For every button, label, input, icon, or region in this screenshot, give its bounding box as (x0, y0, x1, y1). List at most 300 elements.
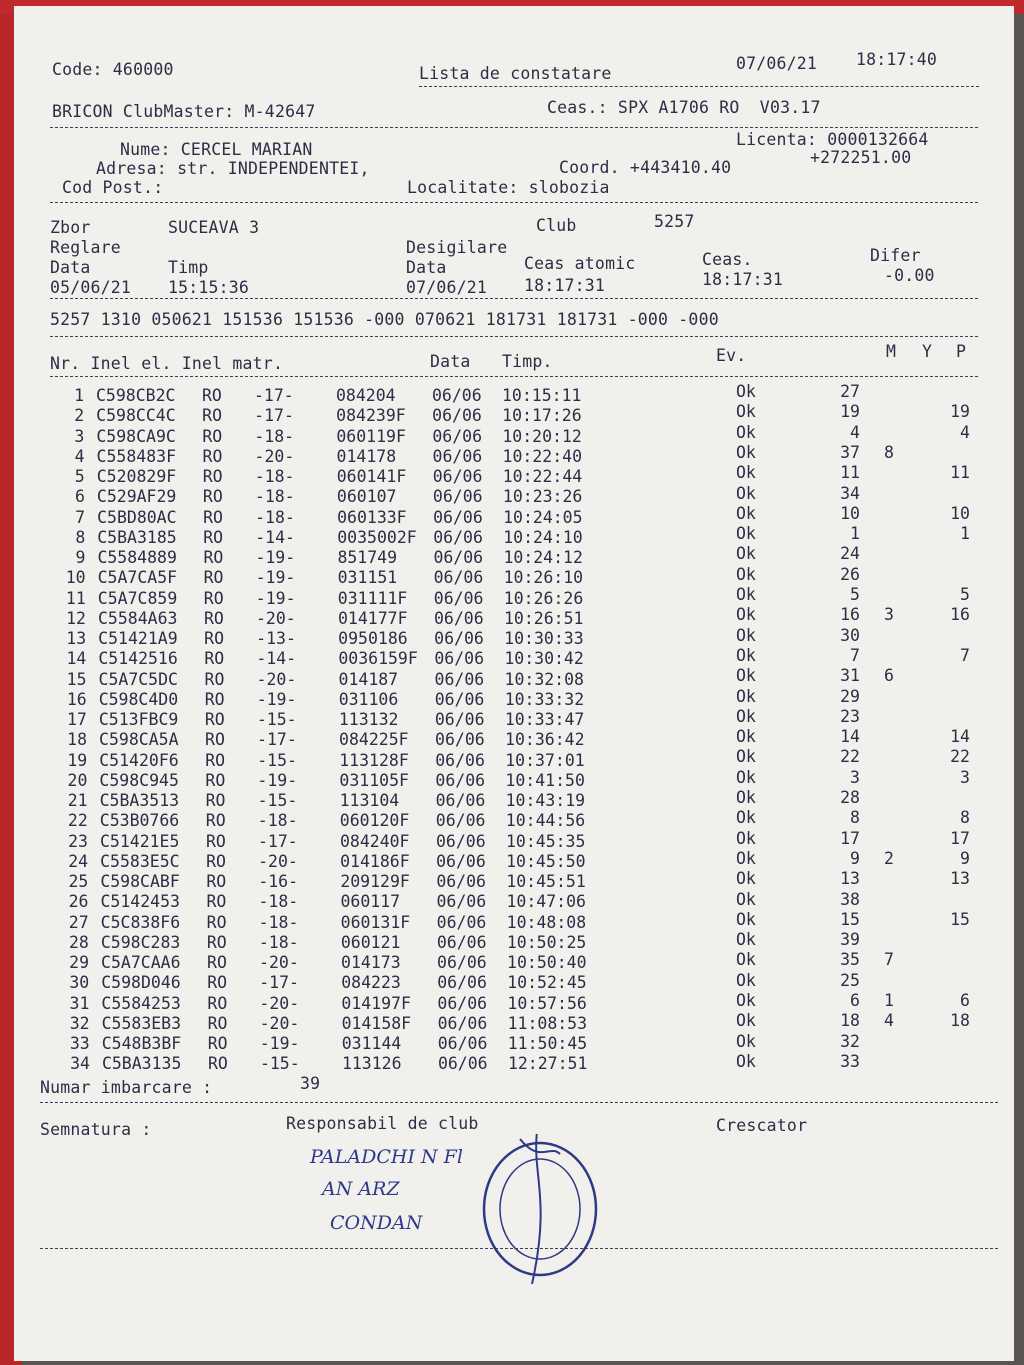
ring-id: C598CABF (100, 872, 180, 891)
year: -14- (255, 527, 295, 547)
divider (50, 202, 978, 203)
list-title: Lista de constatare (419, 64, 612, 83)
country: RO (206, 892, 227, 912)
m-value: 3 (883, 605, 894, 625)
year: -18- (258, 932, 299, 952)
licence-text: Licenta: 0000132664 (736, 130, 929, 149)
year: -18- (254, 467, 295, 486)
p-value: 19 (950, 402, 970, 422)
rank: 26 (840, 564, 860, 584)
event-status: Ok (735, 706, 756, 726)
row-number: 17 (67, 710, 87, 729)
p-value: 3 (960, 767, 970, 787)
association-stamp (480, 1134, 600, 1284)
ring-number: 060120F (339, 811, 410, 831)
ring-id: C598CB2C (96, 386, 176, 405)
report-date: 07/06/21 (736, 54, 818, 73)
arrival-time: 10:45:50 (506, 851, 586, 871)
table-header-ring: Nr. Inel el. Inel matr. (50, 354, 284, 373)
rank: 33 (840, 1051, 860, 1071)
table-header-y: Y (922, 342, 933, 361)
locality-text: Localitate: slobozia (407, 178, 610, 197)
p-value: 11 (950, 463, 970, 483)
row-number: 29 (69, 953, 90, 972)
arrival-date: 06/06 (434, 689, 485, 709)
p-value: 4 (960, 422, 970, 442)
row-number: 22 (67, 811, 88, 831)
arrival-date: 06/06 (433, 608, 484, 628)
year: -19- (255, 588, 296, 608)
m-value: 7 (883, 950, 894, 970)
arrival-time: 10:15:11 (502, 386, 582, 405)
row-number: 28 (68, 932, 89, 952)
year: -19- (255, 568, 296, 588)
reglare-time-label: Timp (168, 258, 209, 277)
ring-number: 014178 (336, 446, 397, 466)
clubmaster-text: BRICON ClubMaster: M-42647 (52, 102, 316, 121)
ring-number: 014187 (338, 669, 399, 689)
row-number: 13 (66, 629, 87, 648)
p-value: 8 (960, 808, 970, 828)
year: -19- (259, 1034, 300, 1053)
ring-number: 060121 (340, 932, 401, 952)
arrival-date: 06/06 (436, 872, 486, 891)
rank: 39 (840, 930, 860, 950)
coord-text: Coord. +443410.40 (559, 158, 732, 177)
m-value: 2 (883, 848, 894, 868)
event-status: Ok (735, 930, 756, 950)
arrival-time: 10:26:10 (503, 568, 584, 588)
arrival-time: 10:45:35 (505, 831, 586, 851)
p-value: 22 (950, 747, 970, 767)
event-status: Ok (735, 645, 756, 665)
rank: 24 (840, 544, 860, 564)
ring-id: C513FBC9 (98, 710, 179, 729)
row-number: 10 (65, 568, 86, 588)
reglare-date-label: Data (50, 258, 91, 277)
event-status: Ok (735, 442, 756, 462)
desigilare-clock-time: 18:17:31 (702, 270, 784, 289)
arrival-date: 06/06 (432, 467, 483, 486)
ring-number: 084239F (336, 406, 406, 426)
country: RO (202, 487, 223, 507)
year: -20- (258, 851, 298, 871)
table-row (19, 950, 1009, 973)
divider (419, 86, 979, 87)
ring-number: 113128F (339, 750, 409, 770)
ring-number: 113132 (338, 710, 399, 729)
event-status: Ok (735, 991, 756, 1010)
ring-id: C5A7C5DC (98, 669, 178, 689)
row-number: 5 (74, 467, 85, 486)
arrival-time: 10:33:47 (504, 710, 585, 729)
arrival-date: 06/06 (435, 770, 486, 790)
ring-id: C598CC4C (96, 406, 176, 426)
country: RO (205, 770, 226, 790)
arrival-date: 06/06 (434, 710, 485, 729)
ring-id: C51421A9 (98, 629, 178, 648)
flight-name: SUCEAVA 3 (168, 218, 260, 237)
row-number: 32 (69, 1013, 90, 1033)
table-row (20, 1031, 1010, 1054)
country: RO (204, 629, 225, 648)
row-number: 14 (66, 649, 87, 669)
rank: 32 (840, 1031, 860, 1051)
year: -15- (257, 791, 298, 810)
arrival-date: 06/06 (434, 649, 484, 669)
row-number: 23 (68, 831, 88, 851)
arrival-date: 06/06 (436, 912, 487, 932)
arrival-time: 10:47:06 (506, 892, 586, 912)
row-number: 33 (69, 1034, 90, 1053)
year: -18- (254, 426, 295, 446)
p-value: 6 (960, 991, 970, 1010)
row-number: 21 (67, 791, 88, 810)
ring-id: C598C283 (100, 932, 181, 952)
table-header-event: Ev. (716, 346, 747, 365)
table-row (20, 1051, 1010, 1074)
event-status: Ok (735, 767, 756, 787)
ring-id: C598CA9C (96, 426, 176, 446)
event-status: Ok (735, 909, 756, 929)
table-row (19, 889, 1009, 912)
year: -20- (254, 446, 295, 466)
arrival-time: 12:27:51 (507, 1054, 588, 1074)
rank: 13 (840, 869, 860, 889)
breeder-label: Crescator (716, 1116, 808, 1135)
divider (50, 298, 978, 299)
ring-id: C5A7CAA6 (101, 953, 181, 972)
signature-label: Semnatura : (40, 1120, 152, 1139)
handwritten-name-2: AN ARZ (322, 1178, 400, 1200)
ring-id: C5BA3513 (99, 791, 180, 810)
event-status: Ok (735, 727, 756, 747)
rank: 6 (850, 991, 860, 1010)
event-status: Ok (735, 544, 756, 564)
row-number: 18 (67, 730, 88, 750)
difer-label: Difer (870, 246, 921, 265)
ring-id: C529AF29 (96, 487, 177, 507)
ring-id: C5A7C859 (97, 588, 178, 608)
arrival-time: 10:50:25 (506, 932, 587, 952)
row-number: 2 (74, 406, 85, 426)
event-status: Ok (735, 1011, 756, 1031)
arrival-date: 06/06 (432, 446, 483, 466)
arrival-time: 10:45:51 (506, 872, 586, 891)
reglare-date: 05/06/21 (50, 278, 132, 297)
rank: 37 (840, 442, 860, 462)
divider (50, 336, 978, 337)
event-status: Ok (735, 524, 756, 544)
year: -20- (256, 669, 297, 689)
country: RO (203, 568, 224, 588)
country: RO (204, 649, 225, 669)
ring-number: 014158F (341, 1013, 412, 1033)
rank: 25 (840, 970, 860, 990)
ring-number: 851749 (337, 548, 398, 567)
ring-id: C5142516 (98, 649, 178, 669)
event-status: Ok (735, 503, 756, 523)
row-number: 4 (74, 446, 85, 466)
event-status: Ok (735, 808, 756, 828)
country: RO (207, 993, 228, 1013)
arrival-date: 06/06 (437, 973, 487, 993)
ring-id: C598C945 (99, 770, 179, 790)
ring-id: C5C838F6 (100, 912, 181, 932)
ring-number: 014173 (341, 953, 401, 972)
p-value: 9 (960, 848, 970, 868)
country: RO (202, 446, 223, 466)
country: RO (205, 831, 226, 851)
ring-id: C51420F6 (99, 750, 179, 770)
ring-id: C598D046 (101, 973, 181, 993)
ring-number: 113104 (339, 791, 400, 810)
rank: 14 (840, 727, 860, 747)
ring-id: C5BA3185 (97, 527, 177, 547)
country: RO (203, 548, 224, 567)
event-status: Ok (735, 483, 756, 503)
ring-id: C53B0766 (99, 811, 180, 831)
ring-id: C5142453 (100, 892, 180, 912)
ring-number: 014197F (341, 993, 411, 1013)
year: -18- (257, 811, 298, 831)
year: -17- (259, 973, 299, 993)
event-status: Ok (735, 950, 756, 970)
event-status: Ok (735, 463, 756, 483)
year: -15- (257, 750, 297, 770)
arrival-date: 06/06 (432, 426, 483, 446)
arrival-date: 06/06 (435, 730, 485, 750)
event-status: Ok (735, 605, 756, 625)
divider (50, 376, 978, 377)
rank: 22 (840, 747, 860, 767)
country: RO (207, 973, 228, 993)
report-sheet (14, 6, 1014, 1361)
club-label: Club (536, 216, 577, 235)
year: -20- (255, 608, 296, 628)
event-status: Ok (736, 382, 756, 401)
year: -15- (259, 1054, 300, 1074)
p-value: 17 (950, 828, 970, 848)
year: -16- (258, 872, 299, 891)
rank: 30 (840, 625, 860, 645)
year: -18- (258, 912, 299, 932)
arrival-date: 06/06 (435, 811, 486, 831)
arrival-time: 10:50:40 (507, 953, 587, 972)
row-number: 15 (66, 669, 87, 689)
arrival-time: 11:50:45 (507, 1034, 588, 1053)
rank: 9 (850, 848, 860, 868)
row-number: 16 (66, 689, 87, 709)
country: RO (205, 791, 226, 810)
arrival-date: 06/06 (436, 892, 487, 912)
ring-id: C5584889 (97, 548, 177, 567)
arrival-time: 10:30:42 (504, 649, 584, 669)
event-status: Ok (735, 1031, 756, 1051)
country: RO (203, 527, 224, 547)
rank: 4 (850, 422, 860, 442)
event-status: Ok (735, 625, 756, 645)
p-value: 15 (950, 909, 970, 929)
code-line: 5257 1310 050621 151536 151536 -000 070621 181731 181731 -000 -000 (50, 310, 719, 329)
rank: 7 (850, 645, 860, 665)
year: -14- (256, 649, 297, 669)
year: -19- (257, 770, 298, 790)
rank: 35 (840, 950, 860, 970)
m-value: 4 (883, 1011, 894, 1031)
ring-number: 031144 (341, 1034, 402, 1053)
ring-id: C5BA3135 (101, 1054, 182, 1074)
postal-code-label: Cod Post.: (62, 178, 164, 197)
desigilare-label: Desigilare (406, 238, 508, 257)
year: -17- (254, 386, 294, 405)
year: -18- (255, 507, 295, 527)
country: RO (203, 608, 224, 628)
arrival-time: 10:24:05 (503, 507, 583, 527)
arrival-date: 06/06 (437, 1054, 488, 1074)
event-status: Ok (736, 889, 756, 909)
ring-number: 014186F (340, 851, 410, 871)
arrival-date: 06/06 (434, 669, 485, 689)
country: RO (205, 730, 225, 750)
rank: 29 (840, 686, 860, 706)
year: -17- (254, 406, 294, 426)
atomic-clock-label: Ceas atomic (524, 254, 636, 273)
arrival-date: 06/06 (432, 386, 482, 405)
rank: 28 (840, 788, 860, 807)
row-number: 31 (69, 993, 90, 1013)
table-row (19, 909, 1009, 933)
year: -17- (257, 831, 298, 851)
arrival-date: 06/06 (433, 548, 484, 567)
p-value: 5 (960, 585, 970, 604)
rank: 17 (840, 828, 860, 848)
difer-value: -0.00 (884, 266, 935, 285)
arrival-date: 06/06 (437, 993, 488, 1013)
arrival-date: 06/06 (435, 831, 486, 851)
row-number: 20 (67, 770, 88, 790)
year: -18- (254, 487, 295, 507)
desigilare-date: 07/06/21 (406, 278, 488, 297)
ring-number: 014177F (337, 608, 408, 628)
country: RO (207, 1013, 228, 1033)
ring-id: C598CA5A (99, 730, 179, 750)
ring-number: 0036159F (338, 649, 418, 669)
ring-id: C520829F (96, 467, 177, 486)
event-status: Ok (735, 402, 756, 422)
ring-number: 060117 (340, 892, 401, 912)
arrival-time: 10:43:19 (505, 791, 586, 810)
arrival-time: 10:36:42 (505, 730, 585, 750)
reglare-time: 15:15:36 (168, 278, 250, 297)
event-status: Ok (735, 747, 756, 767)
ring-number: 060141F (336, 467, 407, 486)
arrival-date: 06/06 (435, 791, 486, 810)
arrival-date: 06/06 (433, 588, 484, 608)
ring-number: 031151 (337, 568, 398, 588)
row-number: 9 (75, 548, 86, 567)
table-row (20, 1011, 1010, 1034)
desigilare-date-label: Data (406, 258, 447, 277)
arrival-time: 10:57:56 (507, 993, 587, 1013)
p-value: 18 (950, 1011, 970, 1031)
country: RO (207, 1054, 228, 1074)
arrival-date: 06/06 (435, 750, 485, 770)
ring-id: C5BD80AC (97, 507, 177, 527)
arrival-time: 10:30:33 (504, 629, 584, 648)
arrival-time: 10:37:01 (505, 750, 585, 770)
country: RO (204, 669, 225, 689)
arrival-date: 06/06 (433, 507, 483, 527)
arrival-time: 10:24:12 (503, 548, 583, 567)
table-header-time: Timp. (502, 352, 553, 371)
arrival-time: 10:52:45 (507, 973, 587, 993)
clock-label: Ceas. (702, 250, 753, 269)
ring-id: C5583EB3 (101, 1013, 182, 1033)
country: RO (206, 932, 227, 952)
row-number: 24 (68, 851, 89, 871)
country: RO (203, 588, 224, 608)
boarding-count-value: 39 (300, 1074, 321, 1093)
country: RO (206, 912, 227, 932)
p-value: 16 (950, 605, 970, 625)
desigilare-atomic-time: 18:17:31 (524, 276, 606, 295)
reglare-label: Reglare (50, 238, 121, 257)
row-number: 26 (68, 892, 89, 912)
ring-number: 060131F (340, 912, 411, 932)
rank: 5 (850, 585, 860, 604)
ring-id: C5584253 (101, 993, 181, 1013)
ring-number: 031106 (338, 689, 399, 709)
arrival-time: 10:23:26 (502, 487, 583, 507)
country: RO (202, 426, 223, 446)
table-row (19, 970, 1009, 993)
arrival-date: 06/06 (432, 487, 483, 507)
arrival-time: 10:33:32 (504, 689, 585, 709)
boarding-count-label: Numar imbarcare : (40, 1078, 213, 1097)
m-value: 1 (883, 991, 894, 1010)
country: RO (205, 811, 226, 831)
row-number: 7 (75, 507, 86, 527)
table-header-date: Data (430, 352, 471, 371)
arrival-time: 10:17:26 (502, 406, 582, 426)
rank: 23 (840, 706, 860, 726)
p-value: 7 (960, 645, 970, 665)
year: -20- (259, 953, 299, 972)
clock-text: Ceas.: SPX A1706 RO V03.17 (547, 98, 821, 117)
row-number: 30 (69, 973, 90, 993)
event-status: Ok (735, 788, 756, 807)
ring-id: C51421E5 (99, 831, 180, 851)
row-number: 6 (74, 487, 85, 507)
ring-id: C5A7CA5F (97, 568, 178, 588)
rank: 38 (840, 889, 860, 909)
country: RO (204, 689, 225, 709)
m-value: 8 (883, 442, 894, 462)
owner-address: Adresa: str. INDEPENDENTEI, (96, 159, 370, 178)
rank: 18 (840, 1011, 860, 1031)
code-text: Code: 460000 (52, 60, 174, 79)
row-number: 19 (67, 750, 88, 770)
arrival-time: 10:41:50 (505, 770, 585, 790)
event-status: Ok (735, 585, 756, 604)
divider (40, 1248, 998, 1249)
country: RO (203, 507, 223, 527)
report-time: 18:17:40 (856, 50, 938, 69)
handwritten-name-1: PALADCHI N Fl (310, 1146, 463, 1168)
ring-number: 084204 (336, 386, 396, 405)
arrival-date: 06/06 (437, 953, 487, 972)
